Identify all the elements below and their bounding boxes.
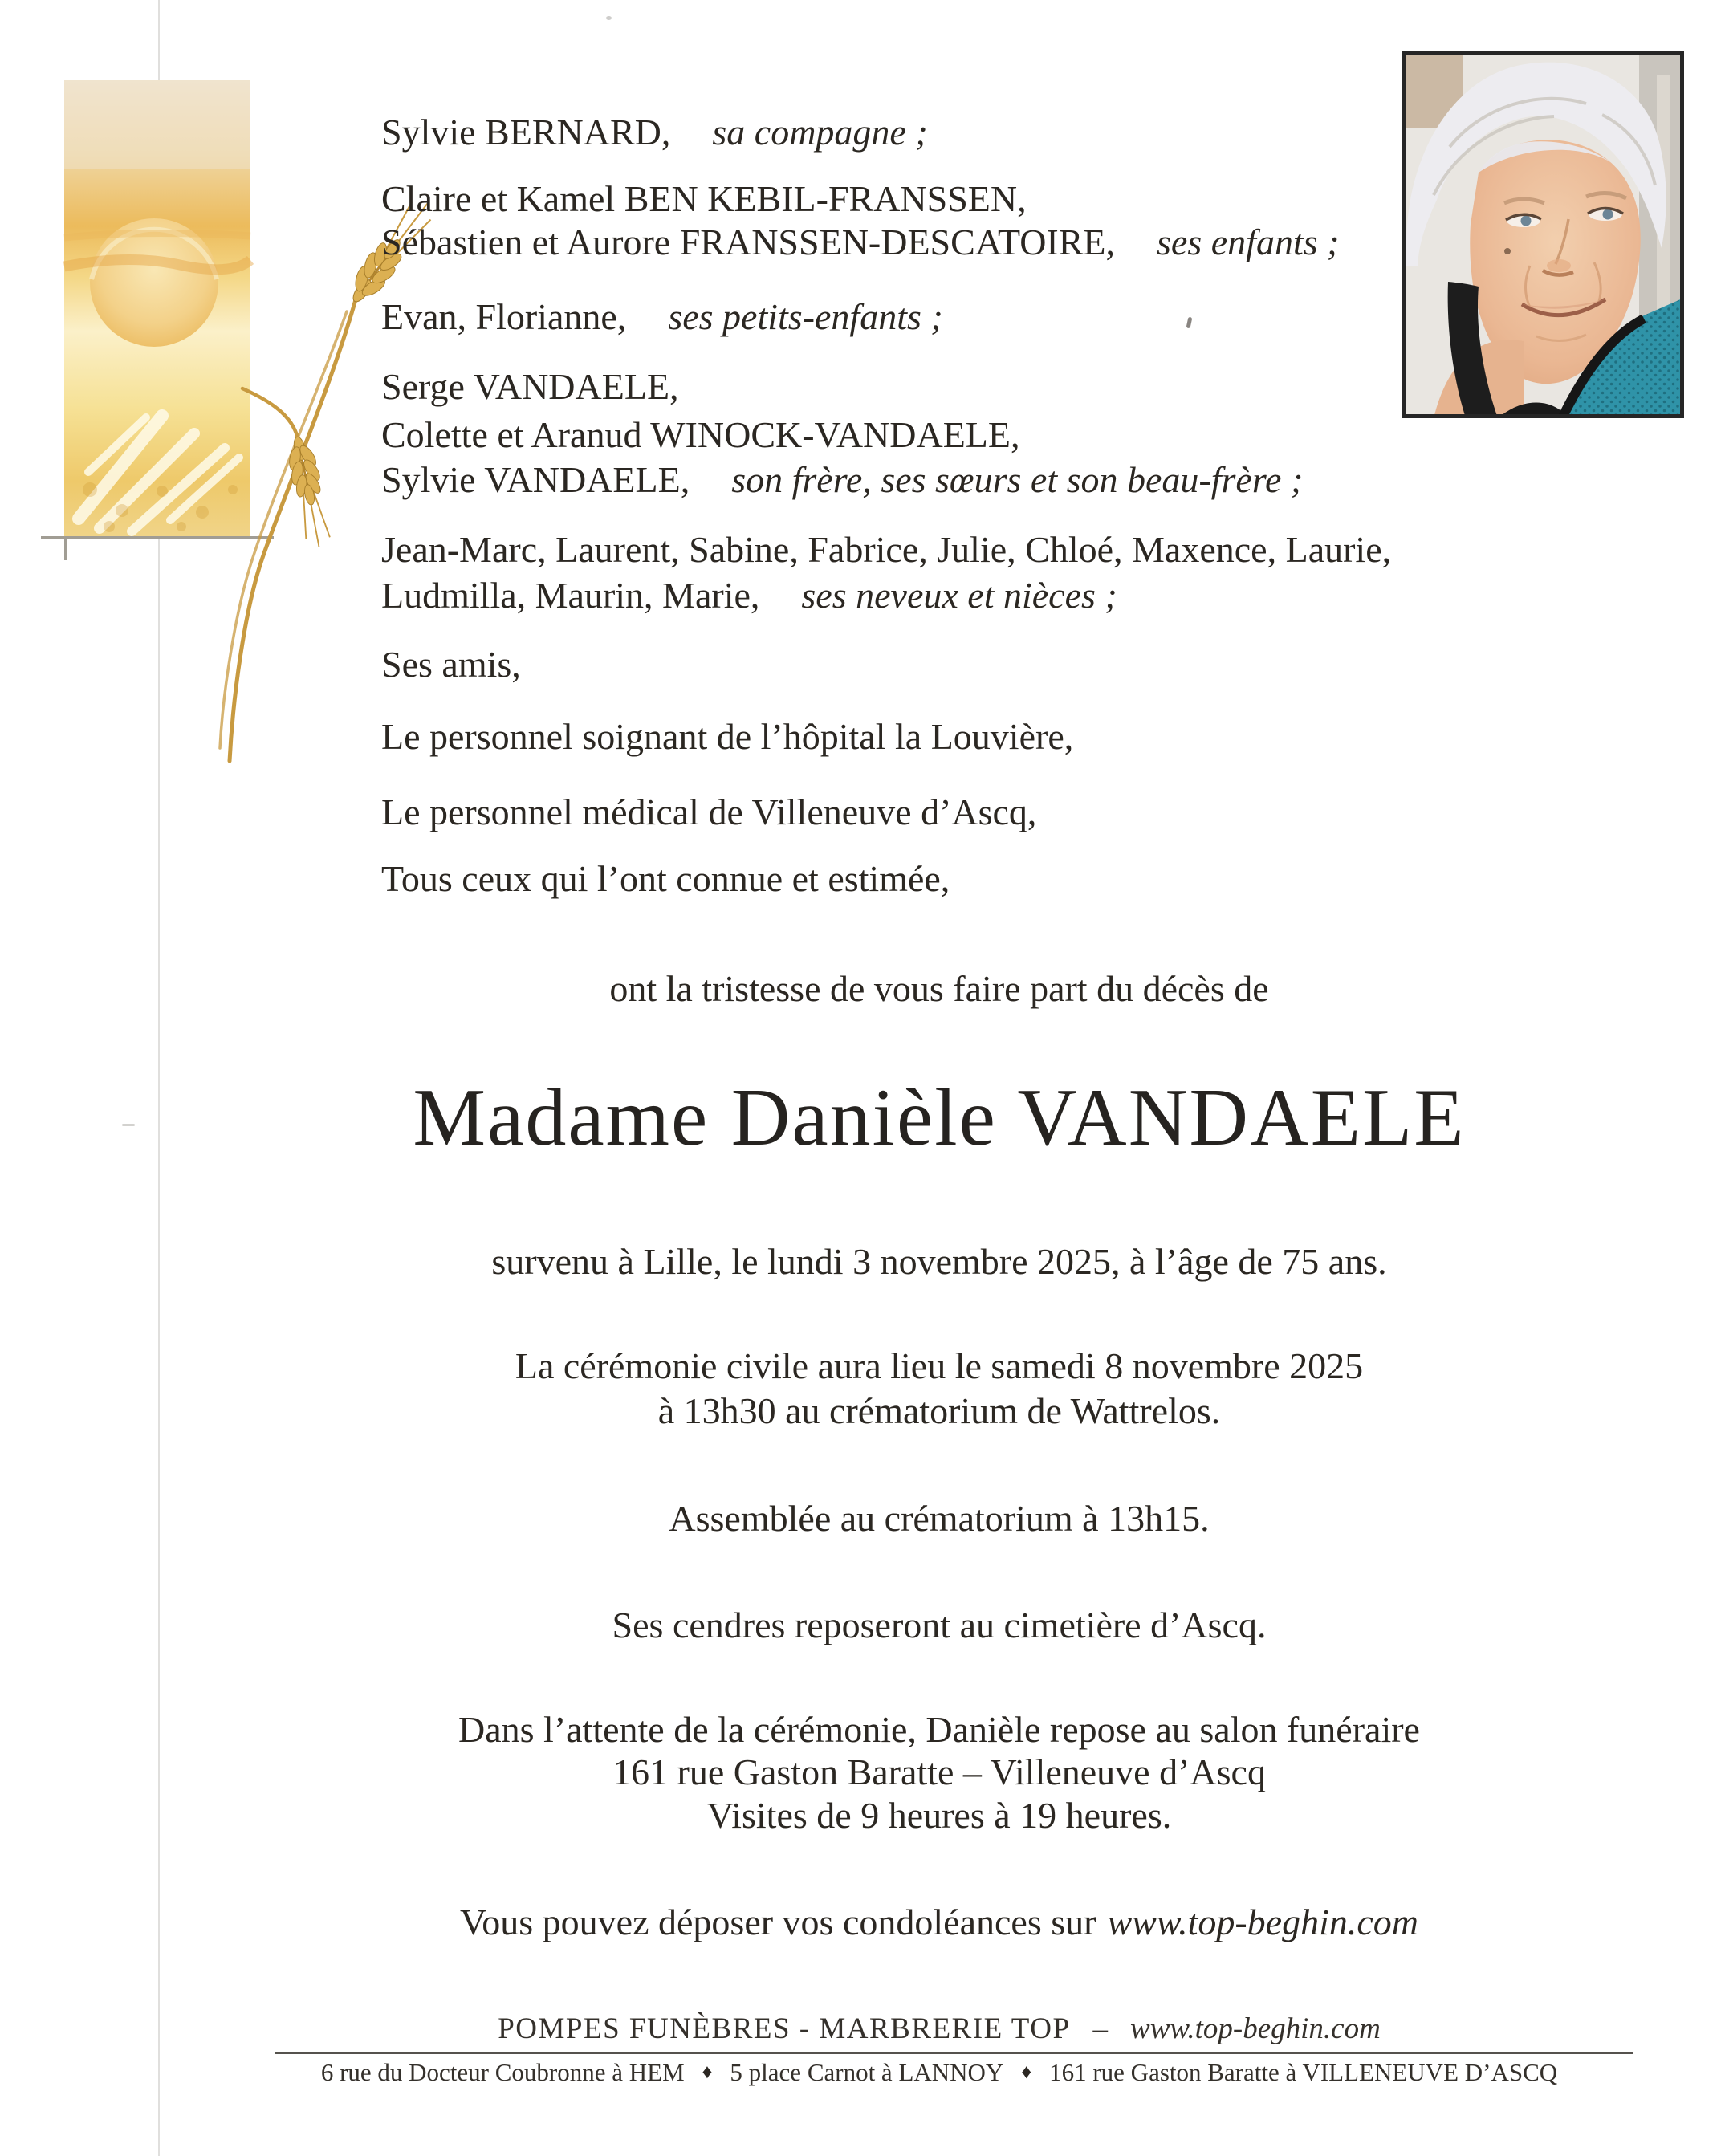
diamond-separator-icon: ♦ [1021,2061,1032,2083]
family-line [381,718,1073,755]
family-names: Jean-Marc, Laurent, Sabine, Fabrice, Julie, Chloé, Maxence, Laurie, [381,529,1392,570]
family-names: Evan, Florianne, [381,296,627,337]
death-details: survenu à Lille, le lundi 3 novembre 2025, à l’âge de 75 ans. [491,1241,1387,1282]
ceremony-line-1: La cérémonie civile aura lieu le samedi 8 novembre 2025 [515,1345,1364,1386]
family-names: Claire et Kamel BEN KEBIL-FRANSSEN, [381,178,1027,219]
family-names: Serge VANDAELE, [381,366,679,407]
condolences-website: www.top-beghin.com [1107,1902,1419,1942]
repose-line-3: Visites de 9 heures à 19 heures. [706,1795,1172,1836]
family-relation: ses neveux et nièces ; [801,575,1117,616]
family-line [381,368,679,405]
deceased-name: Madame Danièle VANDAELE [413,1072,1466,1163]
scan-artifact-dash [122,1124,135,1126]
condolences-line [169,1904,1710,1941]
diamond-separator-icon: ♦ [702,2061,713,2083]
footer-divider [275,2052,1633,2054]
intro-line: ont la tristesse de vous faire part du décès de [609,968,1269,1009]
family-names: Le personnel médical de Villeneuve d’Ascq, [381,791,1037,832]
family-names: Ludmilla, Maurin, Marie, [381,575,760,616]
funeral-home-website: www.top-beghin.com [1130,2012,1381,2045]
footer-brand-line [169,2014,1710,2044]
family-relation: ses enfants ; [1157,222,1340,262]
family-names: Sébastien et Aurore FRANSSEN-DESCATOIRE, [381,222,1116,262]
family-names: Colette et Aranud WINOCK-VANDAELE, [381,414,1020,455]
funeral-home-name: POMPES FUNÈBRES - MARBRERIE TOP [498,2012,1071,2045]
family-names: Sylvie BERNARD, [381,112,671,153]
family-line [381,459,1304,500]
address-villeneuve: 161 rue Gaston Baratte à VILLENEUVE D’ASCQ [1049,2058,1558,2086]
family-line [381,296,943,337]
address-hem: 6 rue du Docteur Coubronne à HEM [320,2058,685,2086]
wheat-ear-icon [281,433,337,550]
scan-speck [606,16,612,20]
family-line [381,577,1117,614]
family-line [381,178,1027,219]
repose-line-2: 161 rue Gaston Baratte – Villeneuve d’Ascq [612,1751,1266,1792]
family-relation: son frère, ses sœurs et son beau-frère ; [731,459,1304,500]
family-line [381,791,1037,832]
family-names: Ses amis, [381,644,521,685]
ceremony-line-2: à 13h30 au crématorium de Wattrelos. [657,1390,1221,1431]
condolences-text: Vous pouvez déposer vos condoléances sur [459,1902,1096,1942]
repose-line-1: Dans l’attente de la cérémonie, Danièle repose au salon funéraire [458,1709,1420,1750]
family-names: Tous ceux qui l’ont connue et estimée, [381,858,950,899]
illustration-baseline [41,536,274,539]
family-names: Le personnel soignant de l’hôpital la Louvière, [381,716,1074,757]
scan-speck [1186,317,1193,329]
family-relation: sa compagne ; [712,112,928,153]
family-line [381,860,950,897]
mole [1504,248,1511,254]
address-lannoy: 5 place Carnot à LANNOY [730,2058,1004,2086]
family-line [381,531,1391,568]
family-relation: ses petits-enfants ; [668,296,943,337]
family-line [381,114,928,151]
family-names: Sylvie VANDAELE, [381,459,690,500]
footer-addresses [169,2060,1710,2085]
family-line [381,224,1339,261]
family-line [381,646,521,683]
assembly-line: Assemblée au crématorium à 13h15. [669,1498,1210,1539]
ashes-line: Ses cendres reposeront au cimetière d’Ascq. [612,1605,1267,1645]
brand-dash: – [1092,2012,1109,2045]
portrait-photo [1402,51,1684,418]
family-line [381,414,1020,455]
